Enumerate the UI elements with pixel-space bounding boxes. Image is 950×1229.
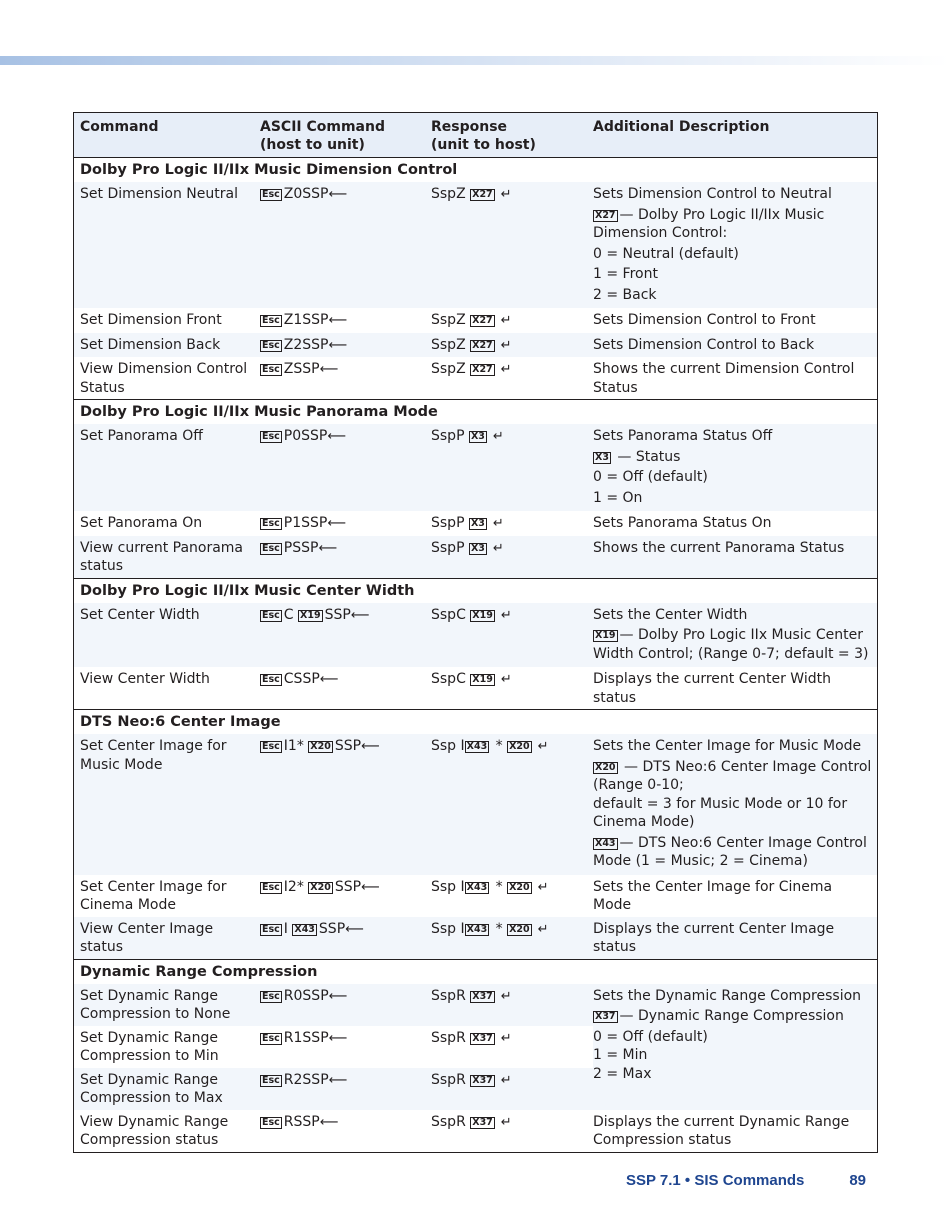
ascii-cell: Esc P0SSP⟵ xyxy=(262,428,346,444)
var-key-icon: X27 xyxy=(472,364,493,375)
command-cell: Set Center Width xyxy=(80,606,200,623)
var-key-icon: X3 xyxy=(595,451,609,463)
description-cell: Displays the current Center Width status xyxy=(593,671,831,706)
description-cell: Sets Dimension Control to Front xyxy=(593,312,816,328)
var-key-icon: X20 xyxy=(509,881,530,893)
var-key-icon: X37 xyxy=(472,1116,493,1128)
esc-key-icon: Esc xyxy=(262,518,280,529)
description-cell: Shows the current Dimension Control Status xyxy=(593,361,855,396)
arrow-left-icon: ⟵ xyxy=(319,362,339,377)
response-cell: SspR X37 ↵ xyxy=(431,1029,512,1046)
esc-key-icon: Esc xyxy=(262,364,280,375)
table-row xyxy=(74,1110,877,1152)
return-icon: ↵ xyxy=(492,516,504,531)
var-key-icon: X19 xyxy=(472,609,493,621)
var-key-icon: X43 xyxy=(294,923,315,935)
return-icon: ↵ xyxy=(500,362,512,377)
table-row xyxy=(74,511,877,536)
esc-key-icon: Esc xyxy=(262,990,280,1002)
return-icon: ↵ xyxy=(500,1114,512,1130)
ascii-cell: Esc I2* X20 SSP⟵ xyxy=(262,878,380,895)
var-key-icon: X20 xyxy=(509,741,530,752)
command-cell: View Center Width xyxy=(80,671,210,687)
esc-key-icon: Esc xyxy=(262,609,280,621)
return-icon: ↵ xyxy=(537,879,549,895)
ascii-cell: Esc RSSP⟵ xyxy=(262,1113,339,1130)
arrow-left-icon: ⟵ xyxy=(319,1114,339,1130)
command-cell: Set Panorama On xyxy=(80,515,203,531)
esc-key-icon: Esc xyxy=(262,189,280,200)
arrow-left-icon: ⟵ xyxy=(319,672,339,687)
ascii-cell: Esc Z0SSP⟵ xyxy=(262,186,348,202)
table-row xyxy=(74,536,877,578)
return-icon: ↵ xyxy=(500,313,512,328)
esc-key-icon: Esc xyxy=(262,923,280,935)
command-cell: Set Center Image for Music Mode xyxy=(80,738,227,773)
response-cell: SspZ X27 ↵ xyxy=(431,186,512,202)
arrow-left-icon: ⟵ xyxy=(328,988,348,1004)
table-row xyxy=(74,1026,593,1068)
ascii-cell: Esc C X19 SSP⟵ xyxy=(262,606,370,623)
table-row xyxy=(74,424,877,511)
response-cell: Ssp I X43 * X20 ↵ xyxy=(431,738,549,754)
return-icon: ↵ xyxy=(492,540,504,556)
response-cell: SspZ X27 ↵ xyxy=(431,336,512,353)
description-cell: Displays the current Center Image status xyxy=(593,920,835,955)
table-row xyxy=(74,603,877,668)
arrow-left-icon: ⟵ xyxy=(328,1072,348,1088)
header-response: Response (unit to host) xyxy=(431,119,536,153)
response-cell: SspR X37 ↵ xyxy=(431,1113,512,1130)
section-title: Dynamic Range Compression xyxy=(74,959,877,984)
header-ascii: ASCII Command (host to unit) xyxy=(260,119,385,153)
ascii-cell: Esc PSSP⟵ xyxy=(262,539,338,556)
table-row xyxy=(74,734,877,875)
description-cell: Sets the Center Width X19 — Dolby Pro Logic IIx Music Center Width Control; (Range 0-7; default = 3) xyxy=(593,606,869,662)
return-icon: ↵ xyxy=(500,187,512,202)
table-row xyxy=(74,875,877,917)
table-row xyxy=(74,357,877,399)
var-key-icon: X19 xyxy=(472,674,493,685)
arrow-left-icon: ⟵ xyxy=(327,516,346,531)
arrow-left-icon: ⟵ xyxy=(327,429,346,444)
ascii-cell: Esc I1* X20 SSP⟵ xyxy=(262,738,380,754)
section-title: Dolby Pro Logic II/IIx Music Center Width xyxy=(74,578,877,603)
page-number: 89 xyxy=(849,1172,866,1189)
description-cell: Sets the Center Image for Music Mode X20 — DTS Neo:6 Center Image Control (Range 0-10; default = 3 for Music Mode or 10 for Cinema Mode) X43 — DTS Neo:6 Center Image Control Mode (1 = Music; 2 = Cinema) xyxy=(593,738,872,869)
description-cell: Displays the current Dynamic Range Compression status xyxy=(593,1113,850,1148)
return-icon: ↵ xyxy=(500,1072,512,1088)
command-cell: Set Dynamic Range Compression to Min xyxy=(80,1029,219,1064)
command-cell: View Dimension Control Status xyxy=(80,361,248,396)
return-icon: ↵ xyxy=(500,337,512,353)
compression-group xyxy=(74,984,877,1110)
response-cell: SspR X37 ↵ xyxy=(431,1071,512,1088)
description-cell: Sets Panorama Status On xyxy=(593,515,772,531)
ascii-cell: Esc Z2SSP⟵ xyxy=(262,336,348,353)
arrow-left-icon: ⟵ xyxy=(350,607,370,623)
return-icon: ↵ xyxy=(500,1030,512,1046)
response-cell: Ssp I X43 * X20 ↵ xyxy=(431,878,549,895)
var-key-icon: X20 xyxy=(509,923,530,935)
response-cell: SspP X3 ↵ xyxy=(431,515,504,531)
var-key-icon: X37 xyxy=(472,990,493,1002)
var-key-icon: X27 xyxy=(595,209,616,221)
description-cell: Sets the Dynamic Range Compression X37 — Dynamic Range Compression 0 = Off (default) 1 = Min 2 = Max xyxy=(593,984,877,1110)
command-cell: Set Panorama Off xyxy=(80,428,203,444)
arrow-left-icon: ⟵ xyxy=(328,187,348,202)
command-cell: View Dynamic Range Compression status xyxy=(80,1113,229,1148)
var-key-icon: X19 xyxy=(595,630,616,641)
response-cell: SspR X37 ↵ xyxy=(431,987,512,1004)
var-key-icon: X37 xyxy=(595,1011,616,1022)
ascii-cell: Esc R0SSP⟵ xyxy=(262,987,348,1004)
table-header xyxy=(74,113,877,157)
ascii-cell: Esc R1SSP⟵ xyxy=(262,1029,348,1046)
var-key-icon: X19 xyxy=(300,609,321,621)
ascii-cell: Esc I X43 SSP⟵ xyxy=(262,920,364,937)
command-cell: View current Panorama status xyxy=(80,539,244,574)
response-cell: SspP X3 ↵ xyxy=(431,539,504,556)
description-cell: Sets Dimension Control to Neutral X27 — Dolby Pro Logic II/IIx Music Dimension Control: 0 = Neutral (default) 1 = Front 2 = Back xyxy=(593,186,832,303)
header-command: Command xyxy=(80,119,159,135)
var-key-icon: X27 xyxy=(472,189,493,200)
response-cell: SspC X19 ↵ xyxy=(431,606,512,623)
response-cell: SspC X19 ↵ xyxy=(431,671,512,687)
table-row xyxy=(74,308,877,333)
description-cell: Sets Panorama Status Off X3 — Status 0 = Off (default) 1 = On xyxy=(593,428,773,506)
var-key-icon: X37 xyxy=(472,1032,493,1044)
ascii-cell: Esc ZSSP⟵ xyxy=(262,361,339,377)
esc-key-icon: Esc xyxy=(262,315,280,326)
arrow-left-icon: ⟵ xyxy=(345,921,364,937)
section-title: Dolby Pro Logic II/IIx Music Dimension Control xyxy=(74,157,877,182)
arrow-left-icon: ⟵ xyxy=(328,337,348,353)
return-icon: ↵ xyxy=(492,429,504,444)
var-key-icon: X20 xyxy=(310,881,331,893)
ascii-cell: Esc R2SSP⟵ xyxy=(262,1071,348,1088)
esc-key-icon: Esc xyxy=(262,542,280,554)
esc-key-icon: Esc xyxy=(262,881,280,893)
description-cell: Sets the Center Image for Cinema Mode xyxy=(593,878,833,913)
arrow-left-icon: ⟵ xyxy=(361,739,380,754)
arrow-left-icon: ⟵ xyxy=(361,879,380,895)
sis-command-table xyxy=(73,112,878,1153)
var-key-icon: X43 xyxy=(466,741,488,752)
esc-key-icon: Esc xyxy=(262,741,280,752)
ascii-cell: Esc P1SSP⟵ xyxy=(262,515,346,531)
table-row xyxy=(74,1068,593,1110)
var-key-icon: X37 xyxy=(472,1074,493,1086)
var-key-icon: X3 xyxy=(470,431,485,442)
esc-key-icon: Esc xyxy=(262,1032,280,1044)
arrow-left-icon: ⟵ xyxy=(318,540,338,556)
table-row xyxy=(74,333,877,358)
esc-key-icon: Esc xyxy=(262,431,280,442)
command-cell: Set Dimension Front xyxy=(80,312,222,328)
response-cell: SspZ X27 ↵ xyxy=(431,361,512,377)
return-icon: ↵ xyxy=(500,607,512,623)
var-key-icon: X27 xyxy=(472,339,493,351)
var-key-icon: X20 xyxy=(310,741,331,752)
var-key-icon: X20 xyxy=(595,761,616,773)
arrow-left-icon: ⟵ xyxy=(328,1030,348,1046)
esc-key-icon: Esc xyxy=(262,674,280,685)
command-cell: Set Center Image for Cinema Mode xyxy=(80,878,227,913)
command-cell: View Center Image status xyxy=(80,920,214,955)
ascii-cell: Esc CSSP⟵ xyxy=(262,671,339,687)
section-title: Dolby Pro Logic II/IIx Music Panorama Mode xyxy=(74,399,877,424)
var-key-icon: X43 xyxy=(595,837,616,849)
table-row xyxy=(74,917,877,959)
page-footer xyxy=(600,1172,870,1192)
ascii-cell: Esc Z1SSP⟵ xyxy=(262,312,348,328)
return-icon: ↵ xyxy=(537,739,549,754)
esc-key-icon: Esc xyxy=(262,1116,280,1128)
footer-title: SSP 7.1 • SIS Commands xyxy=(626,1172,805,1189)
esc-key-icon: Esc xyxy=(262,339,280,351)
command-cell: Set Dynamic Range Compression to Max xyxy=(80,1071,223,1106)
table-row xyxy=(74,182,877,308)
description-cell: Shows the current Panorama Status xyxy=(593,539,845,556)
command-cell: Set Dimension Neutral xyxy=(80,186,238,202)
compression-rows xyxy=(74,984,593,1110)
arrow-left-icon: ⟵ xyxy=(328,313,348,328)
return-icon: ↵ xyxy=(537,921,549,937)
header-description: Additional Description xyxy=(593,119,770,135)
top-gradient-bar xyxy=(0,56,950,65)
description-cell: Sets Dimension Control to Back xyxy=(593,336,815,353)
table-row xyxy=(74,667,877,709)
command-cell: Set Dynamic Range Compression to None xyxy=(80,987,231,1022)
var-key-icon: X3 xyxy=(470,542,485,554)
response-cell: SspP X3 ↵ xyxy=(431,428,504,444)
var-key-icon: X43 xyxy=(466,923,488,935)
esc-key-icon: Esc xyxy=(262,1074,280,1086)
response-cell: Ssp I X43 * X20 ↵ xyxy=(431,920,549,937)
return-icon: ↵ xyxy=(500,672,512,687)
var-key-icon: X27 xyxy=(472,315,493,326)
var-key-icon: X3 xyxy=(470,518,485,529)
section-title: DTS Neo:6 Center Image xyxy=(74,709,877,734)
command-cell: Set Dimension Back xyxy=(80,336,221,353)
table-row xyxy=(74,984,593,1026)
return-icon: ↵ xyxy=(500,988,512,1004)
var-key-icon: X43 xyxy=(466,881,488,893)
response-cell: SspZ X27 ↵ xyxy=(431,312,512,328)
